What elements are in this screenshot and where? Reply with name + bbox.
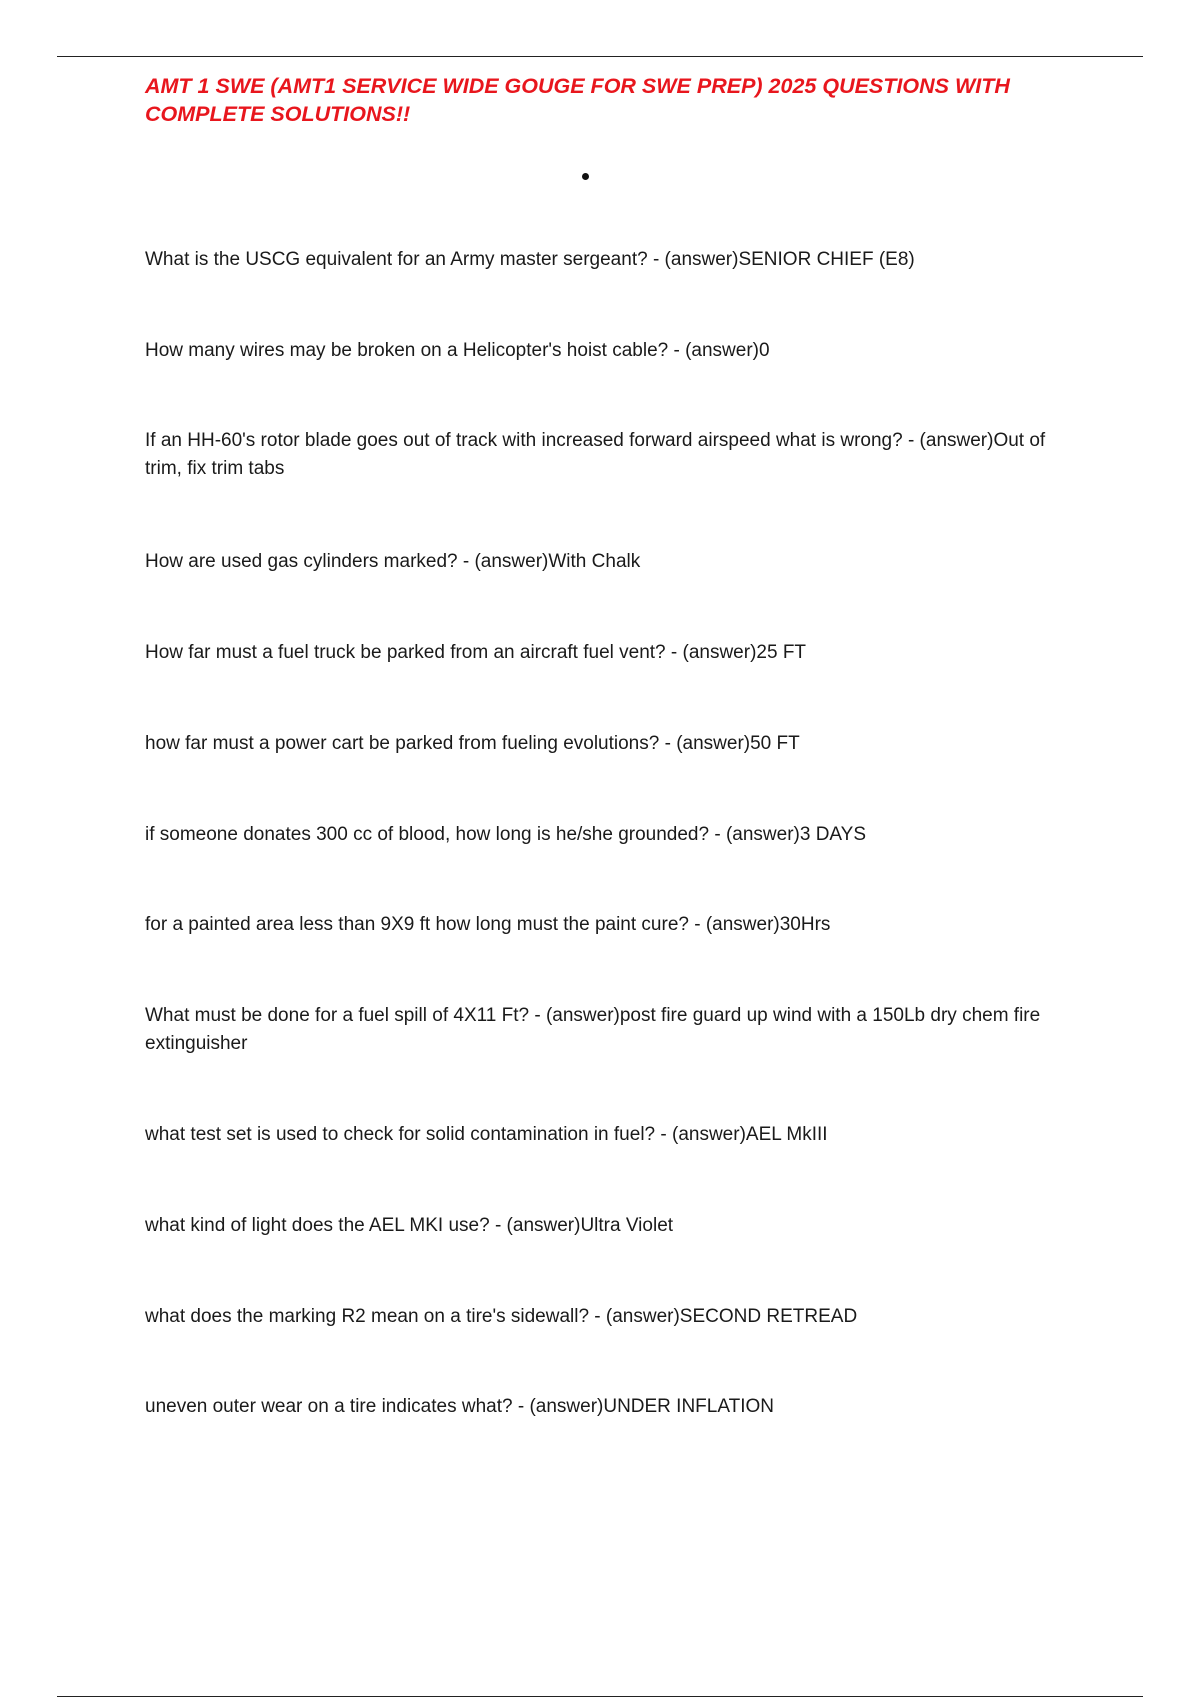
qa-item: if someone donates 300 cc of blood, how long is he/she grounded? - (answer)3 DAYS [145, 824, 867, 845]
qa-item: uneven outer wear on a tire indicates what? - (answer)UNDER INFLATION [145, 1396, 775, 1417]
qa-item: how far must a power cart be parked from fueling evolutions? - (answer)50 FT [145, 733, 800, 754]
qa-item: what kind of light does the AEL MKI use? - (answer)Ultra Violet [145, 1215, 674, 1236]
qa-item: If an HH-60's rotor blade goes out of track with increased forward airspeed what is wrong? - (answer)Out of trim, fix trim tabs [145, 430, 1046, 479]
qa-item: How far must a fuel truck be parked from an aircraft fuel vent? - (answer)25 FT [145, 642, 807, 663]
qa-item: what test set is used to check for solid contamination in fuel? - (answer)AEL MkIII [145, 1124, 828, 1145]
qa-item: for a painted area less than 9X9 ft how long must the paint cure? - (answer)30Hrs [145, 914, 831, 935]
qa-item: How many wires may be broken on a Helicopter's hoist cable? - (answer)0 [145, 340, 770, 361]
top-divider [57, 56, 1143, 57]
bottom-divider [57, 1696, 1143, 1697]
qa-item: What must be done for a fuel spill of 4X11 Ft? - (answer)post fire guard up wind with a 150Lb dry chem fire extinguisher [145, 1005, 1041, 1054]
document-title: AMT 1 SWE (AMT1 SERVICE WIDE GOUGE FOR SWE PREP) 2025 QUESTIONS WITH COMPLETE SOLUTIONS!! [145, 74, 1010, 126]
qa-item: How are used gas cylinders marked? - (answer)With Chalk [145, 551, 641, 572]
qa-item: What is the USCG equivalent for an Army master sergeant? - (answer)SENIOR CHIEF (E8) [145, 249, 915, 270]
bullet-icon [582, 173, 589, 180]
qa-item: what does the marking R2 mean on a tire's sidewall? - (answer)SECOND RETREAD [145, 1306, 858, 1327]
